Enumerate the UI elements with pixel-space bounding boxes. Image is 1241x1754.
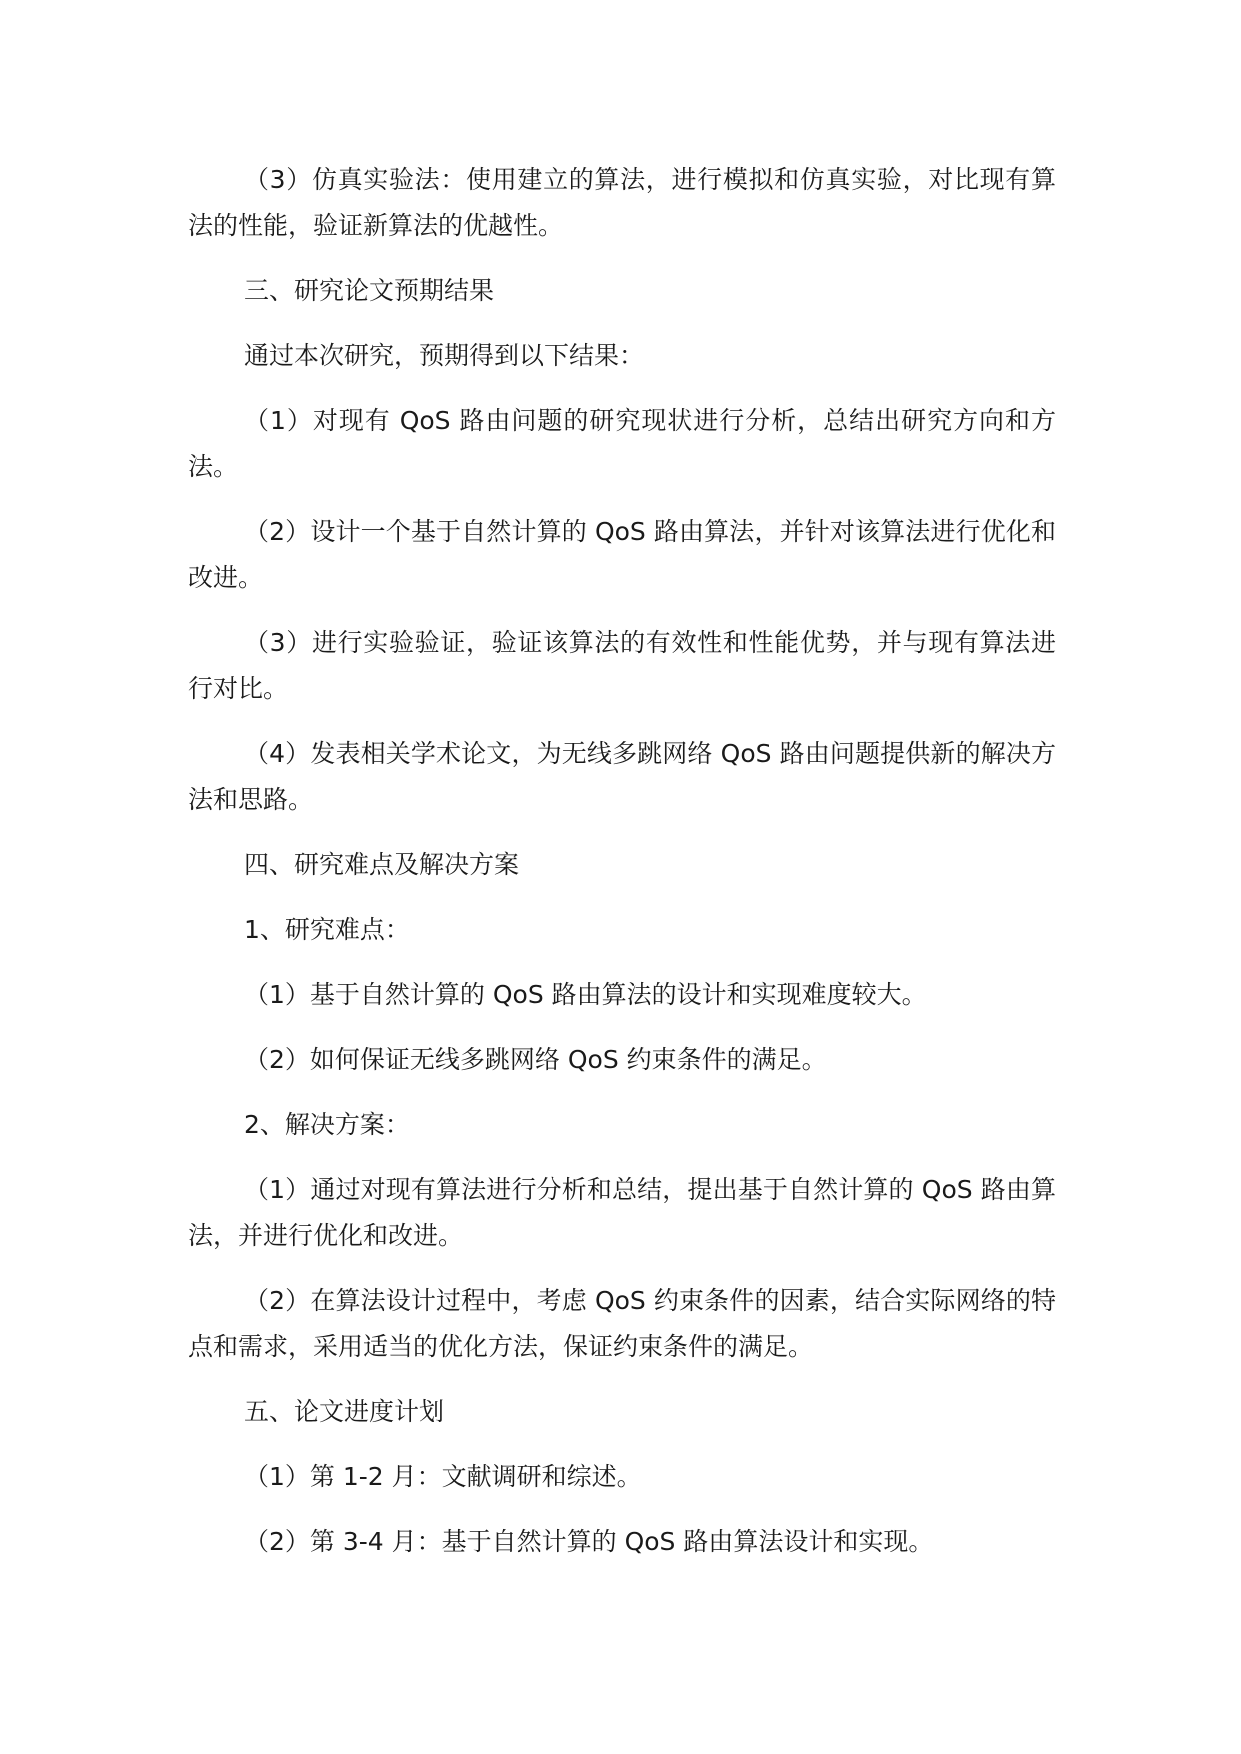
document-body — [188, 157, 1056, 1584]
section-heading-schedule: 五、论文进度计划 — [244, 1397, 445, 1426]
section-heading-difficulties: 四、研究难点及解决方案 — [244, 850, 520, 879]
paragraph-difficulty-item-2: （2）如何保证无线多跳网络 QoS 约束条件的满足。 — [244, 1045, 827, 1074]
paragraph-simulation-method: （3）仿真实验法：使用建立的算法，进行模拟和仿真实验，对比现有算法的性能，验证新算法的优越性。 — [188, 165, 1056, 240]
section-heading-expected-results: 三、研究论文预期结果 — [244, 276, 495, 305]
subheading-solutions: 2、解决方案： — [244, 1110, 410, 1139]
paragraph-expected-item-2: （2）设计一个基于自然计算的 QoS 路由算法，并针对该算法进行优化和改进。 — [188, 517, 1056, 592]
paragraph-solution-item-1: （1）通过对现有算法进行分析和总结，提出基于自然计算的 QoS 路由算法，并进行优化和改进。 — [188, 1175, 1056, 1250]
paragraph-expected-item-1: （1）对现有 QoS 路由问题的研究现状进行分析，总结出研究方向和方法。 — [188, 406, 1056, 481]
paragraph-expected-item-4: （4）发表相关学术论文，为无线多跳网络 QoS 路由问题提供新的解决方法和思路。 — [188, 739, 1056, 814]
paragraph-solution-item-2: （2）在算法设计过程中，考虑 QoS 约束条件的因素，结合实际网络的特点和需求，采用适当的优化方法，保证约束条件的满足。 — [188, 1286, 1056, 1361]
paragraph-expected-intro: 通过本次研究，预期得到以下结果： — [244, 341, 645, 370]
paragraph-expected-item-3: （3）进行实验验证，验证该算法的有效性和性能优势，并与现有算法进行对比。 — [188, 628, 1056, 703]
paragraph-schedule-item-1: （1）第 1-2 月：文献调研和综述。 — [244, 1462, 642, 1491]
paragraph-schedule-item-2: （2）第 3-4 月：基于自然计算的 QoS 路由算法设计和实现。 — [244, 1527, 934, 1556]
subheading-difficulties: 1、研究难点： — [244, 915, 410, 944]
paragraph-difficulty-item-1: （1）基于自然计算的 QoS 路由算法的设计和实现难度较大。 — [244, 980, 927, 1009]
